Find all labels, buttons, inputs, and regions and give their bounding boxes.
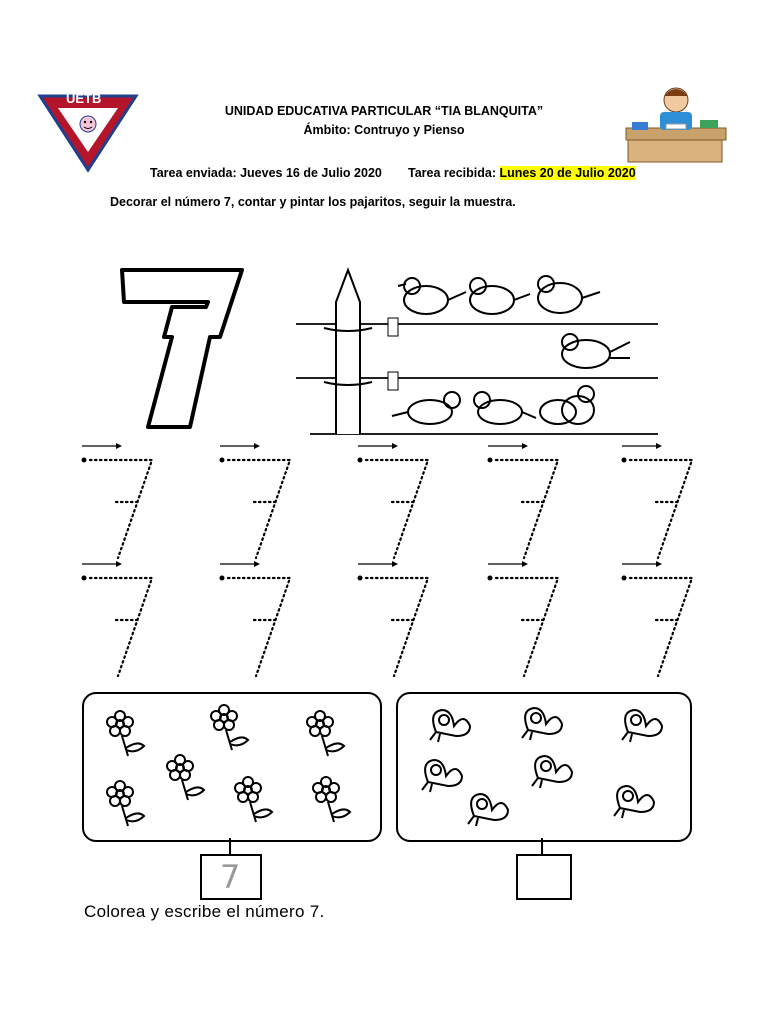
scope-line: Ámbito: Contruyo y Pienso xyxy=(303,123,465,137)
tracing-area xyxy=(70,440,710,680)
answer-flowers-value: 7 xyxy=(220,858,241,896)
exercise-caption: Colorea y escribe el número 7. xyxy=(84,902,325,921)
child-desk-illustration xyxy=(622,84,730,166)
birds-on-wires xyxy=(296,262,658,440)
answer-box-flowers[interactable] xyxy=(200,854,262,900)
instruction: Decorar el número 7, contar y pintar los pajaritos, seguir la muestra. xyxy=(110,195,516,209)
connector-right xyxy=(541,838,543,854)
task-received-date: Lunes 20 de Julio 2020 xyxy=(499,166,636,180)
big-number-seven xyxy=(110,262,250,432)
task-received xyxy=(408,166,636,180)
school-name: UNIDAD EDUCATIVA PARTICULAR “TIA BLANQUITA” xyxy=(224,104,544,118)
connector-left xyxy=(229,838,231,854)
answer-box-butterflies[interactable] xyxy=(516,854,572,900)
task-sent: Tarea enviada: Jueves 16 de Julio 2020 xyxy=(150,166,382,180)
logo-text: UETB xyxy=(66,91,102,106)
flowers-box xyxy=(82,692,382,842)
task-received-label: Tarea recibida: xyxy=(408,166,497,180)
butterflies-box xyxy=(396,692,692,842)
